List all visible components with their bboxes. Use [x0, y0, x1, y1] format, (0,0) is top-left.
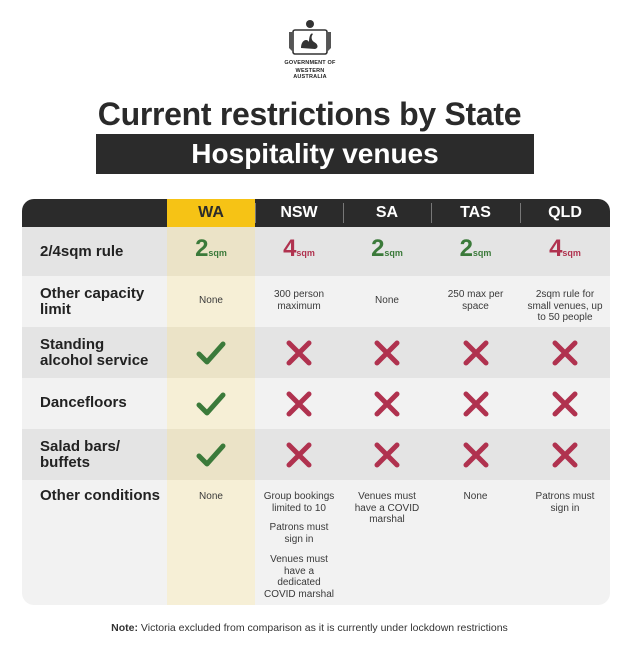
cross-icon [549, 337, 581, 369]
column-header-tas: TAS [460, 204, 491, 221]
row-label: Salad bars/ buffets [40, 438, 121, 471]
column-header-wa: WA [167, 199, 255, 227]
cross-icon [283, 337, 315, 369]
sqm-value [167, 235, 255, 263]
column-header-nsw: NSW [280, 204, 318, 221]
row-label: Standing alcohol service [40, 336, 149, 369]
cross-icon [371, 439, 403, 471]
row-label: Other capacity limit [40, 285, 145, 318]
row-label: Dancefloors [40, 394, 127, 411]
table-header [22, 199, 610, 227]
table-cell-extra: Patrons must sign in [269, 522, 329, 545]
note-prefix: Note: [111, 622, 139, 634]
table-cell: Group bookings limited to 10 [263, 491, 335, 514]
header-separator [520, 203, 521, 223]
cross-icon [283, 439, 315, 471]
black-swan-crest-icon [287, 18, 333, 58]
sqm-value [343, 235, 431, 263]
restrictions-table [22, 199, 610, 605]
check-icon [195, 337, 227, 369]
wa-government-crest-logo [280, 18, 340, 80]
logo-text-line2: WESTERN AUSTRALIA [293, 68, 327, 80]
table-cell-extra: Venues must have a dedicated COVID marshal [263, 554, 334, 600]
cross-icon [549, 439, 581, 471]
table-row [22, 378, 610, 429]
table-cell: 250 max per space [447, 289, 504, 312]
sqm-number: 2 [459, 235, 473, 262]
table-row [22, 480, 610, 605]
sqm-unit: sqm [562, 248, 581, 258]
logo-text-line1: GOVERNMENT OF [284, 60, 336, 66]
table-cell: 2sqm rule for small venues, up to 50 people [527, 289, 603, 323]
sqm-number: 4 [283, 235, 297, 262]
page-subtitle: Hospitality venues [96, 134, 534, 174]
header-separator [343, 203, 344, 223]
sqm-value [431, 235, 520, 263]
table-cell: None [199, 295, 223, 306]
check-icon [195, 388, 227, 420]
row-label: 2/4sqm rule [40, 243, 124, 260]
table-row [22, 276, 610, 327]
page-title: Current restrictions by State [97, 96, 522, 132]
column-header-sa: SA [375, 204, 399, 221]
footnote [0, 622, 619, 634]
table-row [22, 227, 610, 276]
column-header-qld: QLD [548, 204, 582, 221]
check-icon [195, 439, 227, 471]
cross-icon [460, 388, 492, 420]
cross-icon [283, 388, 315, 420]
cross-icon [371, 388, 403, 420]
table-row [22, 429, 610, 480]
cross-icon [371, 337, 403, 369]
table-cell: None [375, 295, 399, 306]
sqm-number: 4 [549, 235, 563, 262]
sqm-number: 2 [195, 235, 209, 262]
sqm-value [255, 235, 343, 263]
table-row [22, 327, 610, 378]
table-cell: None [463, 491, 488, 502]
sqm-unit: sqm [384, 248, 403, 258]
sqm-unit: sqm [472, 248, 492, 258]
table-cell: Patrons must sign in [535, 491, 595, 514]
sqm-unit: sqm [296, 248, 315, 258]
header-separator [255, 203, 256, 223]
header-separator [431, 203, 432, 223]
sqm-value [520, 235, 610, 263]
cross-icon [460, 439, 492, 471]
cross-icon [549, 388, 581, 420]
cross-icon [460, 337, 492, 369]
row-label: Other conditions [40, 487, 160, 504]
sqm-number: 2 [371, 235, 385, 262]
table-cell: Venues must have a COVID marshal [354, 491, 420, 525]
table-cell: None [199, 491, 223, 502]
table-cell: 300 person maximum [273, 289, 325, 312]
sqm-unit: sqm [208, 248, 227, 258]
note-text: Victoria excluded from comparison as it is currently under lockdown restrictions [138, 622, 508, 634]
